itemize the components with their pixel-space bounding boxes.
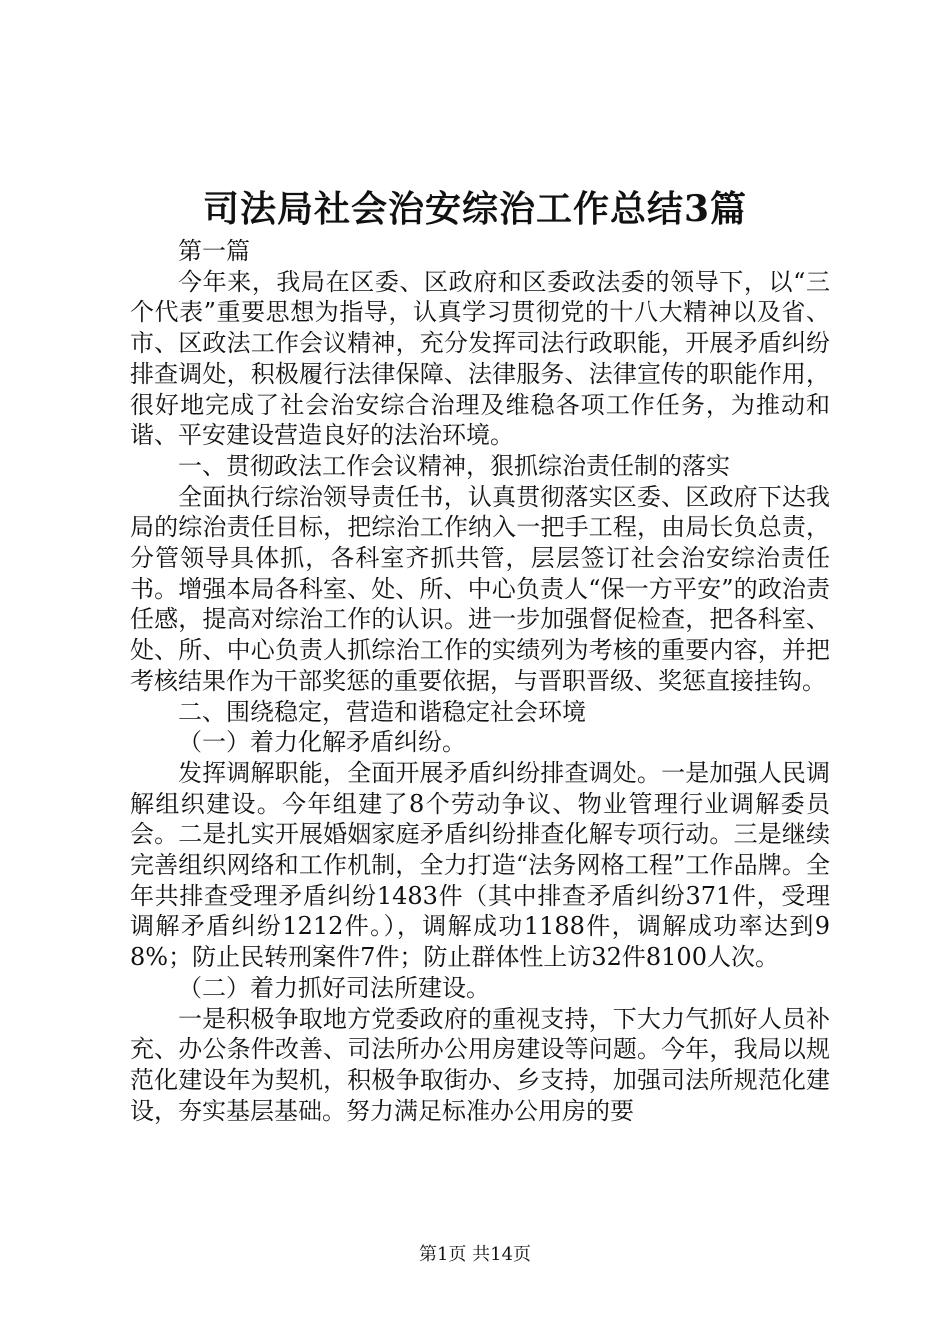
paragraph-intro: 今年来，我局在区委、区政府和区委政法委的领导下，以“三个代表”重要思想为指导，认真学习贯彻党的十八大精神以及省、市、区政法工作会议精神，充分发挥司法行政职能，开展矛盾纠纷排查调处，积极履行法律保障、法律服务、法律宣传的职能作用，很好地完成了社会治安综合治理及维稳各项工作任务，为推动和谐、平安建设营造良好的法治环境。 (130, 267, 830, 450)
page-footer: 第1页 共14页 (418, 1244, 532, 1265)
document-body (130, 236, 830, 1126)
subheading-2: （二）着力抓好司法所建设。 (178, 973, 490, 1002)
paragraph-responsibility: 全面执行综治领导责任书，认真贯彻落实区委、区政府下达我局的综治责任目标，把综治工作纳入一把手工程，由局长负总责，分管领导具体抓，各科室齐抓共管，层层签订社会治安综治责任书。增强本局各科室、处、所、中心负责人“保一方平安”的政治责任感，提高对综治工作的认识。进一步加强督促检查，把各科室、处、所、中心负责人抓综治工作的实绩列为考核的重要内容，并把考核结果作为干部奖惩的重要依据，与晋职晋级、奖惩直接挂钩。 (130, 482, 830, 695)
section-label: 第一篇 (178, 237, 250, 265)
heading-section-1: 一、贯彻政法工作会议精神，狠抓综治责任制的落实 (178, 451, 730, 480)
subheading-1: （一）着力化解矛盾纠纷。 (178, 728, 466, 757)
paragraph-mediation: 发挥调解职能，全面开展矛盾纠纷排查调处。一是加强人民调解组织建设。今年组建了8个劳动争议、物业管理行业调解委员会。二是扎实开展婚姻家庭矛盾纠纷排查化解专项行动。三是继续完善组织网络和工作机制，全力打造“法务网格工程”工作品牌。全年共排查受理矛盾纠纷1483件（其中排查矛盾纠纷371件，受理调解矛盾纠纷1212件。），调解成功1188件，调解成功率达到98%；防止民转刑案件7件；防止群体性上访32件8100人次。 (130, 758, 830, 972)
document-title: 司法局社会治安综治工作总结3篇 (202, 188, 748, 230)
paragraph-judicial-office: 一是积极争取地方党委政府的重视支持，下大力气抓好人员补充、办公条件改善、司法所办公用房建设等问题。今年，我局以规范化建设年为契机，积极争取街办、乡支持，加强司法所规范化建设，夯实基层基础。努力满足标准办公用房的要 (130, 1004, 830, 1125)
heading-section-2: 二、围绕稳定，营造和谐稳定社会环境 (178, 697, 586, 726)
